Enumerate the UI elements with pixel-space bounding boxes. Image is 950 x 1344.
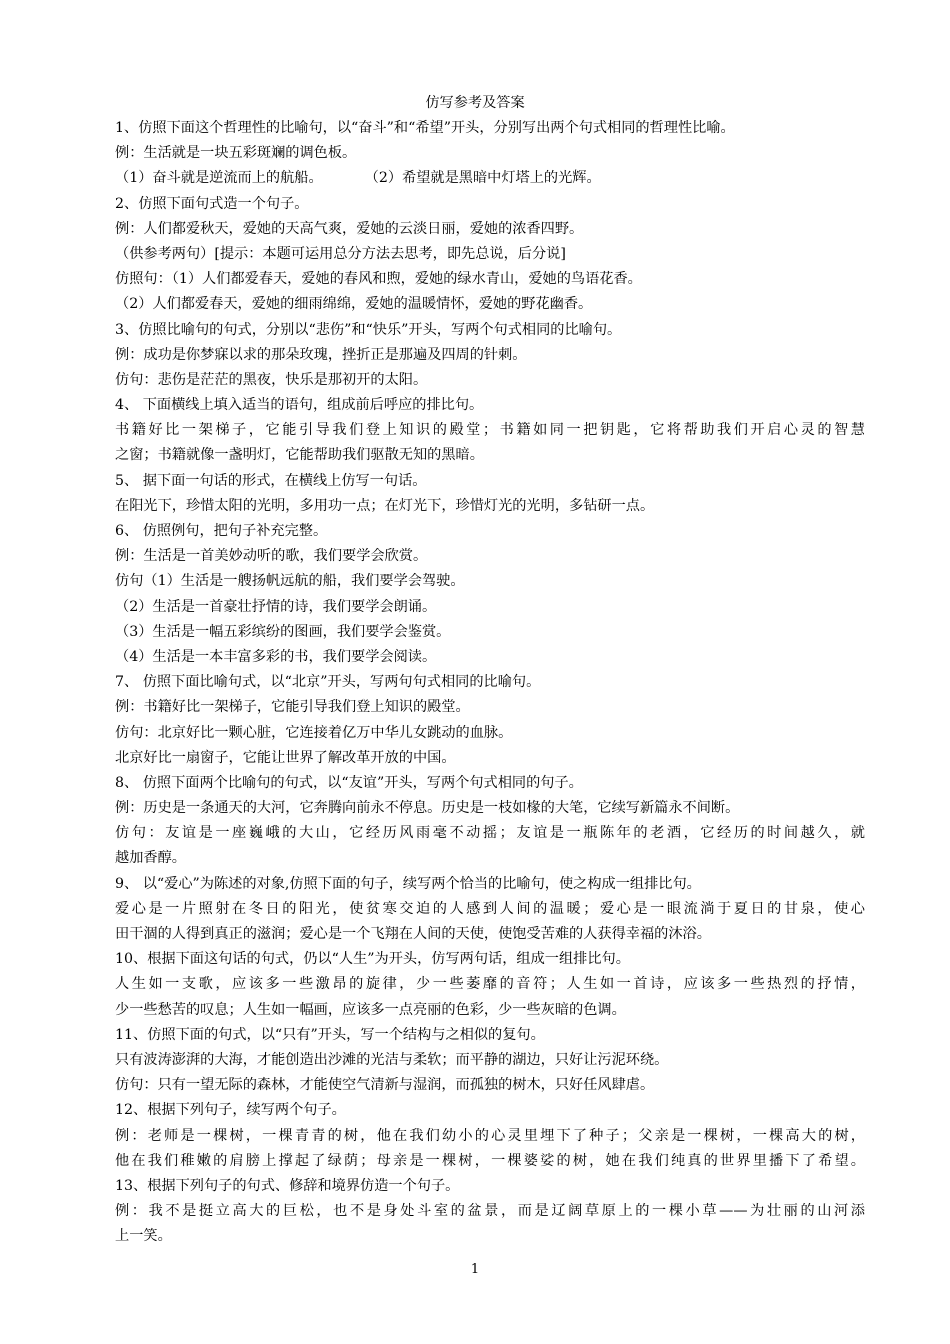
answer-line: 仿句：友谊是一座巍峨的大山，它经历风雨毫不动摇；友谊是一瓶陈年的老酒，它经历的时间越久，就 [115, 825, 865, 842]
answer-line: 在阳光下，珍惜太阳的光明，多用功一点；在灯光下，珍惜灯光的光明，多钻研一点。 [115, 497, 655, 514]
question-8: 8、 仿照下面两个比喻句的句式，以“友谊”开头，写两个句式相同的句子。 [115, 774, 583, 791]
answer-line: 人生如一支歌，应该多一些激昂的旋律，少一些萎靡的音符；人生如一首诗，应该多一些热烈的抒情， [115, 976, 865, 993]
hint-line: （供参考两句）[提示：本题可运用总分方法去思考，即先总说，后分说] [115, 245, 566, 262]
page-number: 1 [470, 1262, 480, 1277]
question-7: 7、 仿照下面比喻句式，以“北京”开头，写两句句式相同的比喻句。 [115, 674, 541, 691]
question-10: 10、根据下面这句话的句式，仍以“人生”为开头，仿写两句话，组成一组排比句。 [115, 951, 630, 968]
answer-line: 之窗；书籍就像一盏明灯，它能帮助我们驱散无知的黑暗。 [115, 447, 484, 464]
example-line: 例：人们都爱秋天，爱她的天高气爽，爱她的云淡日丽，爱她的浓香四野。 [115, 220, 584, 237]
example-line: 例：老师是一棵树，一棵青青的树，他在我们幼小的心灵里埋下了种子；父亲是一棵树，一棵高大的树， [115, 1127, 865, 1144]
answer-line: 田干涸的人得到真正的滋润；爱心是一个飞翔在人间的天使，使饱受苦难的人获得幸福的沐浴。 [115, 926, 711, 942]
question-9: 9、 以“爱心”为陈述的对象,仿照下面的句子，续写两个恰当的比喻句，使之构成一组排比句。 [115, 875, 701, 892]
example-line: 例：生活是一首美妙动听的歌，我们要学会欣赏。 [115, 548, 428, 565]
question-5: 5、 据下面一句话的形式，在横线上仿写一句话。 [115, 472, 427, 489]
answer-line: 越加香醇。 [115, 850, 186, 867]
answer-line: 仿句：北京好比一颗心脏，它连接着亿万中华儿女跳动的血脉。 [115, 724, 513, 741]
example-line: 例：生活就是一块五彩斑斓的调色板。 [115, 145, 357, 162]
question-1: 1、仿照下面这个哲理性的比喻句，以“奋斗”和“希望”开头，分别写出两个句式相同的哲理性比喻。 [115, 120, 735, 136]
example-line: 例：我不是挺立高大的巨松，也不是身处斗室的盆景，而是辽阔草原上的一棵小草——为壮丽的山河添 [115, 1203, 865, 1220]
document-body [115, 116, 865, 1249]
answer-line: 北京好比一扇窗子，它能让世界了解改革开放的中国。 [115, 749, 456, 766]
answer-line: 少一些愁苦的叹息；人生如一幅画，应该多一点亮丽的色彩，少一些灰暗的色调。 [115, 1001, 626, 1018]
answer-line: 仿句（1）生活是一艘扬帆远航的船，我们要学会驾驶。 [115, 573, 465, 590]
example-line: 例：历史是一条通天的大河，它奔腾向前永不停息。历史是一枝如椽的大笔，它续写新篇永不间断。 [115, 800, 740, 817]
example-line: 上一笑。 [115, 1228, 172, 1245]
question-11: 11、仿照下面的句式，以“只有”开头，写一个结构与之相似的复句。 [115, 1026, 545, 1043]
answer-line: 仿照句：（1）人们都爱春天，爱她的春风和煦，爱她的绿水青山，爱她的鸟语花香。 [115, 271, 642, 288]
question-2: 2、仿照下面句式造一个句子。 [115, 195, 309, 212]
answer-line: 仿句：只有一望无际的森林，才能使空气清新与湿润，而孤独的树木，只好任风肆虐。 [115, 1077, 655, 1094]
question-13: 13、根据下列句子的句式、修辞和境界仿造一个句子。 [115, 1177, 460, 1194]
answer-line: （2）人们都爱春天，爱她的细雨绵绵，爱她的温暖情怀，爱她的野花幽香。 [115, 296, 593, 313]
answer-line: 仿句：悲伤是茫茫的黑夜，快乐是那初开的太阳。 [115, 371, 428, 388]
example-line: 只有波涛澎湃的大海，才能创造出沙滩的光洁与柔软；而平静的湖边，只好让污泥环绕。 [115, 1051, 669, 1068]
example-line: 例：书籍好比一架梯子，它能引导我们登上知识的殿堂。 [115, 699, 470, 716]
page-title: 仿写参考及答案 [425, 95, 525, 111]
question-3: 3、仿照比喻句的句式，分别以“悲伤”和“快乐”开头，写两个句式相同的比喻句。 [115, 321, 622, 338]
question-6: 6、 仿照例句，把句子补充完整。 [115, 523, 328, 539]
answer-part-1: （1）奋斗就是逆流而上的航船。 [115, 170, 323, 187]
example-line: 他在我们稚嫩的肩膀上撑起了绿荫；母亲是一棵树，一棵婆娑的树，她在我们纯真的世界里播下了希望。 [115, 1152, 865, 1169]
question-12: 12、根据下列句子，续写两个句子。 [115, 1102, 346, 1119]
answer-line [115, 166, 865, 191]
answer-line: 书籍好比一架梯子，它能引导我们登上知识的殿堂；书籍如同一把钥匙，它将帮助我们开启心灵的智慧 [115, 422, 865, 439]
answer-line: （3）生活是一幅五彩缤纷的图画，我们要学会鉴赏。 [115, 623, 451, 640]
answer-part-2: （2）希望就是黑暗中灯塔上的光辉。 [364, 170, 601, 187]
question-4: 4、 下面横线上填入适当的语句，组成前后呼应的排比句。 [115, 397, 484, 414]
answer-line: （4）生活是一本丰富多彩的书，我们要学会阅读。 [115, 648, 437, 665]
answer-line: 爱心是一片照射在冬日的阳光，使贫寒交迫的人感到人间的温暖；爱心是一眼流淌于夏日的甘泉，使心 [115, 900, 865, 917]
example-line: 例：成功是你梦寐以求的那朵玫瑰，挫折正是那遍及四周的针刺。 [115, 346, 527, 363]
answer-line: （2）生活是一首豪壮抒情的诗，我们要学会朗诵。 [115, 598, 437, 615]
